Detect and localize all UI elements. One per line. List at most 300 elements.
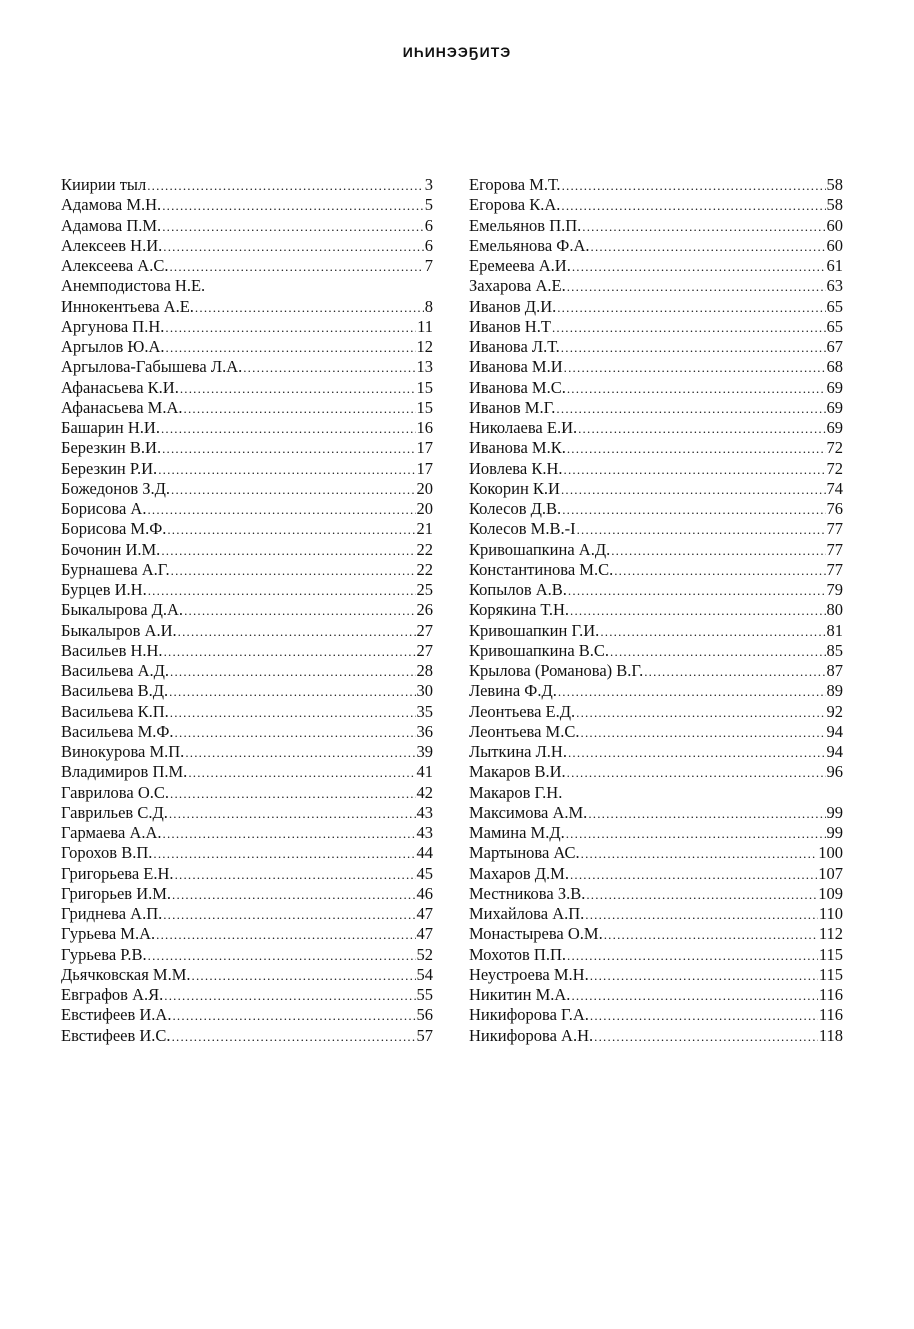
toc-entry-page: 45 <box>416 863 433 883</box>
toc-entry-page: 87 <box>826 661 843 680</box>
toc-entry <box>61 843 433 863</box>
toc-entry-page: 35 <box>416 701 433 721</box>
toc-entry <box>469 945 843 965</box>
toc-entry-page: 60 <box>826 215 843 235</box>
toc-entry-page: 77 <box>826 559 843 579</box>
toc-entry-page: 92 <box>826 701 843 721</box>
toc-dot-leader <box>164 642 416 662</box>
toc-dot-leader <box>557 298 825 318</box>
toc-entry-name: Копылов А.В. <box>469 580 567 599</box>
toc-dot-leader <box>166 338 416 358</box>
toc-dot-leader <box>156 925 415 945</box>
toc-entry-page: 22 <box>416 539 433 559</box>
toc-entry-page: 67 <box>826 337 843 356</box>
toc-entry <box>469 216 843 236</box>
toc-entry <box>61 985 433 1005</box>
toc-entry-page: 96 <box>826 762 843 782</box>
toc-entry-page: 54 <box>416 964 433 984</box>
toc-dot-leader <box>180 379 416 399</box>
toc-entry-page: 16 <box>416 418 433 437</box>
toc-entry <box>469 924 843 944</box>
toc-entry-page: 76 <box>826 499 843 518</box>
toc-entry <box>469 661 843 681</box>
toc-dot-leader <box>564 460 826 480</box>
toc-entry-page: 43 <box>416 823 433 842</box>
toc-entry-page: 57 <box>416 1025 433 1045</box>
toc-entry-name: Гаврильев С.Д. <box>61 802 168 822</box>
toc-entry-name: Березкин В.И. <box>61 438 162 458</box>
toc-entry-name: Васильева М.Ф. <box>61 721 174 741</box>
toc-entry-name: Владимиров П.М. <box>61 762 188 782</box>
toc-entry-name: Гаврилова О.С. <box>61 782 169 802</box>
toc-entry-name: Иннокентьева А.Е. <box>61 296 194 316</box>
toc-dot-leader <box>594 1027 818 1047</box>
toc-dot-leader <box>161 419 416 439</box>
toc-entry-page: 17 <box>416 438 433 458</box>
toc-entry-name: Аргунова П.Н. <box>61 316 165 336</box>
toc-dot-leader <box>567 763 826 783</box>
toc-entry-name: Емельянова Ф.А. <box>469 235 590 255</box>
toc-entry-name: Аргылов Ю.А. <box>61 337 165 356</box>
toc-entry-page: 100 <box>818 843 843 863</box>
toc-dot-leader <box>567 277 826 297</box>
toc-entry-name: Максимова А.М. <box>469 802 588 822</box>
toc-entry <box>61 195 433 215</box>
toc-entry <box>61 256 433 276</box>
toc-entry-name: Васильева В.Д. <box>61 681 169 701</box>
toc-dot-leader <box>590 966 818 986</box>
toc-entry-name: Васильева А.Д. <box>61 661 170 680</box>
toc-entry <box>469 236 843 256</box>
toc-entry-name: Мохотов П.П. <box>469 944 566 964</box>
toc-entry <box>469 803 843 823</box>
toc-entry-page: 17 <box>416 458 433 478</box>
toc-entry <box>469 175 843 195</box>
toc-dot-leader <box>566 824 826 844</box>
toc-entry-page: 58 <box>826 175 843 194</box>
toc-entry <box>469 337 843 357</box>
toc-entry-page: 77 <box>826 519 843 539</box>
toc-entry-page: 72 <box>826 438 843 458</box>
toc-dot-leader <box>591 237 826 257</box>
toc-entry-page: 55 <box>416 985 433 1004</box>
toc-entry <box>61 378 433 398</box>
toc-entry <box>61 1005 433 1025</box>
toc-entry-page: 27 <box>416 640 433 660</box>
toc-dot-leader <box>185 743 415 763</box>
toc-entry <box>469 600 843 620</box>
toc-entry-page: 69 <box>826 377 843 397</box>
toc-dot-leader <box>562 176 826 196</box>
toc-entry <box>61 965 433 985</box>
toc-entry-name: Алексеев Н.И. <box>61 235 163 255</box>
toc-entry <box>61 337 433 357</box>
toc-entry-page: 25 <box>416 580 433 599</box>
toc-entry-page: 77 <box>826 539 843 559</box>
toc-dot-leader <box>162 196 424 216</box>
toc-entry-name: Борисова М.Ф. <box>61 519 167 539</box>
toc-entry-page: 42 <box>416 782 433 802</box>
toc-entry-page: 110 <box>818 904 843 923</box>
toc-entry-name: Григорьев И.М. <box>61 883 172 903</box>
toc-entry-page: 41 <box>416 762 433 782</box>
toc-entry-name: Иванова М.И <box>469 357 563 377</box>
toc-dot-leader <box>192 966 416 986</box>
toc-entry-page: 65 <box>826 316 843 336</box>
toc-entry <box>469 823 843 843</box>
toc-entry-name: Егорова М.Т. <box>469 175 561 194</box>
toc-entry-name: Борисова А. <box>61 499 147 518</box>
toc-dot-leader <box>158 460 415 480</box>
toc-dot-leader <box>184 399 416 419</box>
toc-dot-leader <box>153 844 415 864</box>
toc-entry <box>61 499 433 519</box>
toc-entry-name: Бочонин И.М. <box>61 539 161 559</box>
toc-entry-page: 7 <box>424 256 433 275</box>
toc-entry-page: 26 <box>416 600 433 620</box>
toc-entry-page: 74 <box>826 478 843 498</box>
toc-entry <box>61 357 433 377</box>
toc-entry-page: 69 <box>826 397 843 417</box>
toc-dot-leader <box>590 1006 818 1026</box>
toc-entry-name: Дьячковская М.М. <box>61 964 191 984</box>
toc-entry-name: Алексеева А.С. <box>61 256 169 275</box>
toc-entry-page: 43 <box>416 802 433 822</box>
toc-entry-page: 94 <box>826 721 843 741</box>
toc-entry <box>469 540 843 560</box>
toc-entry <box>469 378 843 398</box>
toc-entry <box>469 965 843 985</box>
toc-entry-page: 80 <box>826 600 843 620</box>
toc-dot-leader <box>570 865 817 885</box>
toc-entry-page: 13 <box>416 357 433 377</box>
toc-entry-name: Бурнашева А.Г. <box>61 559 170 579</box>
toc-entry <box>61 560 433 580</box>
toc-entry-name: Крылова (Романова) В.Г. <box>469 661 644 680</box>
toc-entry-name: Адамова М.Н. <box>61 195 162 215</box>
toc-entry-name: Емельянов П.П. <box>469 215 582 235</box>
toc-dot-leader <box>586 885 817 905</box>
toc-entry <box>469 621 843 641</box>
toc-entry-page: 115 <box>818 944 843 964</box>
toc-dot-leader <box>148 581 416 601</box>
toc-dot-leader <box>147 176 424 196</box>
toc-entry-page: 89 <box>826 681 843 701</box>
toc-entry-name: Кривошапкина В.С. <box>469 640 610 660</box>
toc-entry <box>61 681 433 701</box>
toc-entry-page: 15 <box>416 397 433 417</box>
toc-entry <box>61 884 433 904</box>
toc-entry <box>61 702 433 722</box>
toc-entry <box>61 479 433 499</box>
toc-dot-leader <box>170 662 415 682</box>
toc-entry-name: Винокурова М.П. <box>61 742 185 761</box>
toc-entry-name: Константинова М.С. <box>469 559 614 579</box>
toc-entry-page: 20 <box>416 478 433 498</box>
toc-entry-page: 3 <box>424 175 433 194</box>
toc-dot-leader <box>577 520 826 540</box>
toc-entry <box>61 297 433 317</box>
toc-entry <box>61 540 433 560</box>
toc-entry-name: Лыткина Л.Н. <box>469 742 567 761</box>
toc-entry-name: Киирии тыл <box>61 175 147 194</box>
toc-entry <box>61 600 433 620</box>
toc-entry-name: Бурцев И.Н. <box>61 580 147 599</box>
toc-entry-name: Иовлева К.Н. <box>469 458 563 478</box>
toc-entry-page: 99 <box>826 823 843 842</box>
toc-entry-name: Васильев Н.Н. <box>61 640 163 660</box>
toc-entry <box>61 924 433 944</box>
toc-dot-leader <box>188 763 415 783</box>
toc-dot-leader <box>167 520 415 540</box>
toc-entry <box>469 297 843 317</box>
toc-dot-leader <box>552 318 826 338</box>
toc-entry-page: 60 <box>826 235 843 255</box>
toc-entry-page: 58 <box>826 195 843 215</box>
toc-entry <box>469 864 843 884</box>
toc-entry <box>469 641 843 661</box>
toc-entry-page: 8 <box>424 296 433 316</box>
toc-entry <box>469 702 843 722</box>
toc-entry <box>469 843 843 863</box>
toc-dot-leader <box>556 399 825 419</box>
toc-entry <box>469 742 843 762</box>
toc-entry <box>61 621 433 641</box>
toc-entry <box>61 519 433 539</box>
toc-dot-leader <box>578 419 825 439</box>
toc-entry <box>61 823 433 843</box>
toc-entry-page: 79 <box>826 580 843 599</box>
toc-entry-page: 6 <box>424 215 433 235</box>
toc-entry <box>61 398 433 418</box>
toc-dot-leader <box>561 338 826 358</box>
toc-entry-name: Колесов М.В.-I <box>469 519 576 539</box>
toc-entry-name: Иванов Д.И. <box>469 296 557 316</box>
toc-dot-leader <box>571 986 817 1006</box>
toc-dot-leader <box>572 257 826 277</box>
toc-entry-name: Михайлова А.П. <box>469 904 585 923</box>
toc-entry-name: Евстифеев И.С. <box>61 1025 171 1045</box>
toc-entry-page: 63 <box>826 276 843 296</box>
toc-entry-name: Левина Ф.Д. <box>469 681 557 701</box>
toc-dot-leader <box>164 986 415 1006</box>
page-title: ИҺИНЭЭҔИТЭ <box>402 44 512 60</box>
toc-dot-leader <box>581 723 826 743</box>
toc-entry <box>469 519 843 539</box>
toc-entry-page: 6 <box>424 235 433 255</box>
toc-entry-name: Кривошапкина А.Д. <box>469 539 611 559</box>
toc-entry-name: Никифорова А.Н. <box>469 1025 594 1045</box>
toc-entry <box>469 317 843 337</box>
toc-entry <box>61 762 433 782</box>
toc-entry-page: 39 <box>416 742 433 761</box>
toc-entry-page: 107 <box>818 863 843 883</box>
toc-entry-name: Адамова П.М. <box>61 215 162 235</box>
toc-dot-leader <box>600 622 825 642</box>
toc-entry <box>469 398 843 418</box>
toc-entry-page: 47 <box>416 924 433 944</box>
toc-entry <box>61 1026 433 1046</box>
toc-dot-leader <box>562 500 825 520</box>
toc-dot-leader <box>175 865 416 885</box>
toc-entry-name: Еремеева А.И. <box>469 256 571 275</box>
toc-entry-page: 116 <box>818 1005 843 1025</box>
toc-entry-page: 81 <box>826 620 843 640</box>
toc-entry-page: 116 <box>818 985 843 1004</box>
toc-entry-name: Макаров В.И. <box>469 762 566 782</box>
toc-entry-name: Монастырева О.М. <box>469 924 603 944</box>
toc-dot-leader <box>162 439 415 459</box>
toc-entry-page: 118 <box>818 1025 843 1045</box>
toc-entry-page: 12 <box>416 337 433 356</box>
toc-entry <box>61 276 433 296</box>
toc-entry-name: Башарин Н.И. <box>61 418 160 437</box>
toc-entry <box>469 479 843 499</box>
toc-entry-name: Быкалырова Д.А. <box>61 600 184 620</box>
toc-entry-name: Неустроева М.Н. <box>469 964 589 984</box>
toc-entry-page: 68 <box>826 357 843 377</box>
toc-entry-page: 99 <box>826 802 843 822</box>
toc-dot-leader <box>576 703 825 723</box>
toc-entry-name: Евграфов А.Я. <box>61 985 164 1004</box>
toc-entry <box>61 580 433 600</box>
toc-dot-leader <box>171 480 415 500</box>
toc-entry <box>61 722 433 742</box>
toc-entry <box>469 560 843 580</box>
toc-entry <box>469 1005 843 1025</box>
toc-dot-leader <box>172 1027 416 1047</box>
toc-entry <box>61 742 433 762</box>
toc-dot-leader <box>614 561 825 581</box>
toc-dot-leader <box>585 905 818 925</box>
toc-entry <box>61 175 433 195</box>
toc-dot-leader <box>561 196 825 216</box>
toc-entry-page: 65 <box>826 296 843 316</box>
toc-entry-page: 47 <box>416 904 433 923</box>
toc-dot-leader <box>178 622 416 642</box>
toc-entry <box>469 256 843 276</box>
toc-dot-leader <box>170 784 416 804</box>
toc-entry <box>469 499 843 519</box>
toc-entry <box>469 722 843 742</box>
toc-dot-leader <box>148 946 416 966</box>
toc-entry-page: 115 <box>818 964 843 984</box>
toc-entry-name: Никитин М.А. <box>469 985 571 1004</box>
toc-entry-name: Анемподистова Н.Е. <box>61 276 206 296</box>
toc-entry-name: Местникова З.В. <box>469 883 586 903</box>
toc-entry <box>61 459 433 479</box>
toc-entry <box>61 661 433 681</box>
toc-entry-page: 22 <box>416 559 433 579</box>
toc-entry-page: 44 <box>416 843 433 863</box>
toc-entry <box>469 1026 843 1046</box>
toc-entry-name: Иванова Л.Т. <box>469 337 560 356</box>
toc-dot-leader <box>169 682 415 702</box>
toc-dot-leader <box>172 885 415 905</box>
toc-entry-name: Мамина М.Д. <box>469 823 565 842</box>
toc-dot-leader <box>161 541 415 561</box>
toc-entry <box>469 438 843 458</box>
toc-dot-leader <box>170 703 416 723</box>
toc-entry <box>469 195 843 215</box>
toc-dot-leader <box>175 723 416 743</box>
toc-dot-leader <box>163 905 415 925</box>
toc-dot-leader <box>567 379 826 399</box>
toc-right-column <box>469 175 843 1046</box>
toc-entry-name: Мартынова АС. <box>469 843 580 863</box>
toc-entry-page: 36 <box>416 721 433 741</box>
toc-entry-name: Иванова М.С. <box>469 377 566 397</box>
toc-entry <box>469 681 843 701</box>
toc-entry <box>61 216 433 236</box>
toc-dot-leader <box>610 642 825 662</box>
toc-entry-name: Иванов М.Г. <box>469 397 556 417</box>
toc-entry-name: Быкалыров А.И. <box>61 620 177 640</box>
toc-entry-name: Афанасьева К.И. <box>61 377 179 397</box>
toc-entry-name: Леонтьева М.С. <box>469 721 580 741</box>
toc-dot-leader <box>570 601 826 621</box>
toc-entry-page: 11 <box>417 316 433 336</box>
toc-entry <box>61 904 433 924</box>
toc-dot-leader <box>184 601 415 621</box>
toc-dot-leader <box>163 237 424 257</box>
toc-entry <box>61 803 433 823</box>
toc-dot-leader <box>567 439 826 459</box>
toc-entry-page: 112 <box>818 924 843 944</box>
toc-entry-name: Кокорин К.И <box>469 478 560 498</box>
toc-entry-name: Гурьева М.А. <box>61 924 156 944</box>
toc-entry-name: Березкин Р.И. <box>61 458 158 478</box>
toc-dot-leader <box>611 541 825 561</box>
toc-dot-leader <box>147 500 415 520</box>
toc-entry <box>61 438 433 458</box>
toc-dot-leader <box>163 824 416 844</box>
toc-entry-name: Кривошапкин Г.И. <box>469 620 600 640</box>
toc-dot-leader <box>588 804 825 824</box>
toc-entry-name: Божедонов З.Д. <box>61 478 171 498</box>
toc-entry-page: 30 <box>416 681 433 701</box>
toc-entry-name: Евстифеев И.А. <box>61 1005 172 1025</box>
toc-entry <box>61 236 433 256</box>
toc-entry-page: 21 <box>416 519 433 539</box>
toc-entry-page: 27 <box>416 620 433 640</box>
toc-entry-page: 72 <box>826 458 843 478</box>
toc-entry <box>469 459 843 479</box>
toc-entry <box>61 945 433 965</box>
toc-entry <box>469 762 843 782</box>
toc-entry-page: 5 <box>424 195 433 215</box>
toc-dot-leader <box>568 743 826 763</box>
toc-entry-name: Макаров Г.Н. <box>469 782 563 802</box>
toc-entry-name: Гриднева А.П. <box>61 904 163 923</box>
toc-entry <box>469 884 843 904</box>
toc-entry <box>61 864 433 884</box>
toc-entry <box>469 276 843 296</box>
toc-entry-page: 56 <box>416 1005 433 1025</box>
toc-entry-page: 15 <box>416 377 433 397</box>
toc-entry <box>469 985 843 1005</box>
toc-dot-leader <box>644 662 825 682</box>
toc-entry <box>469 783 843 803</box>
toc-entry <box>61 317 433 337</box>
toc-dot-leader <box>604 925 818 945</box>
toc-entry-page: 46 <box>416 883 433 903</box>
toc-entry-name: Гурьева Р.В. <box>61 944 147 964</box>
toc-entry-page: 94 <box>826 742 843 761</box>
toc-entry-page: 20 <box>416 499 433 518</box>
toc-entry-page: 69 <box>826 418 843 437</box>
toc-entry-page: 85 <box>826 640 843 660</box>
